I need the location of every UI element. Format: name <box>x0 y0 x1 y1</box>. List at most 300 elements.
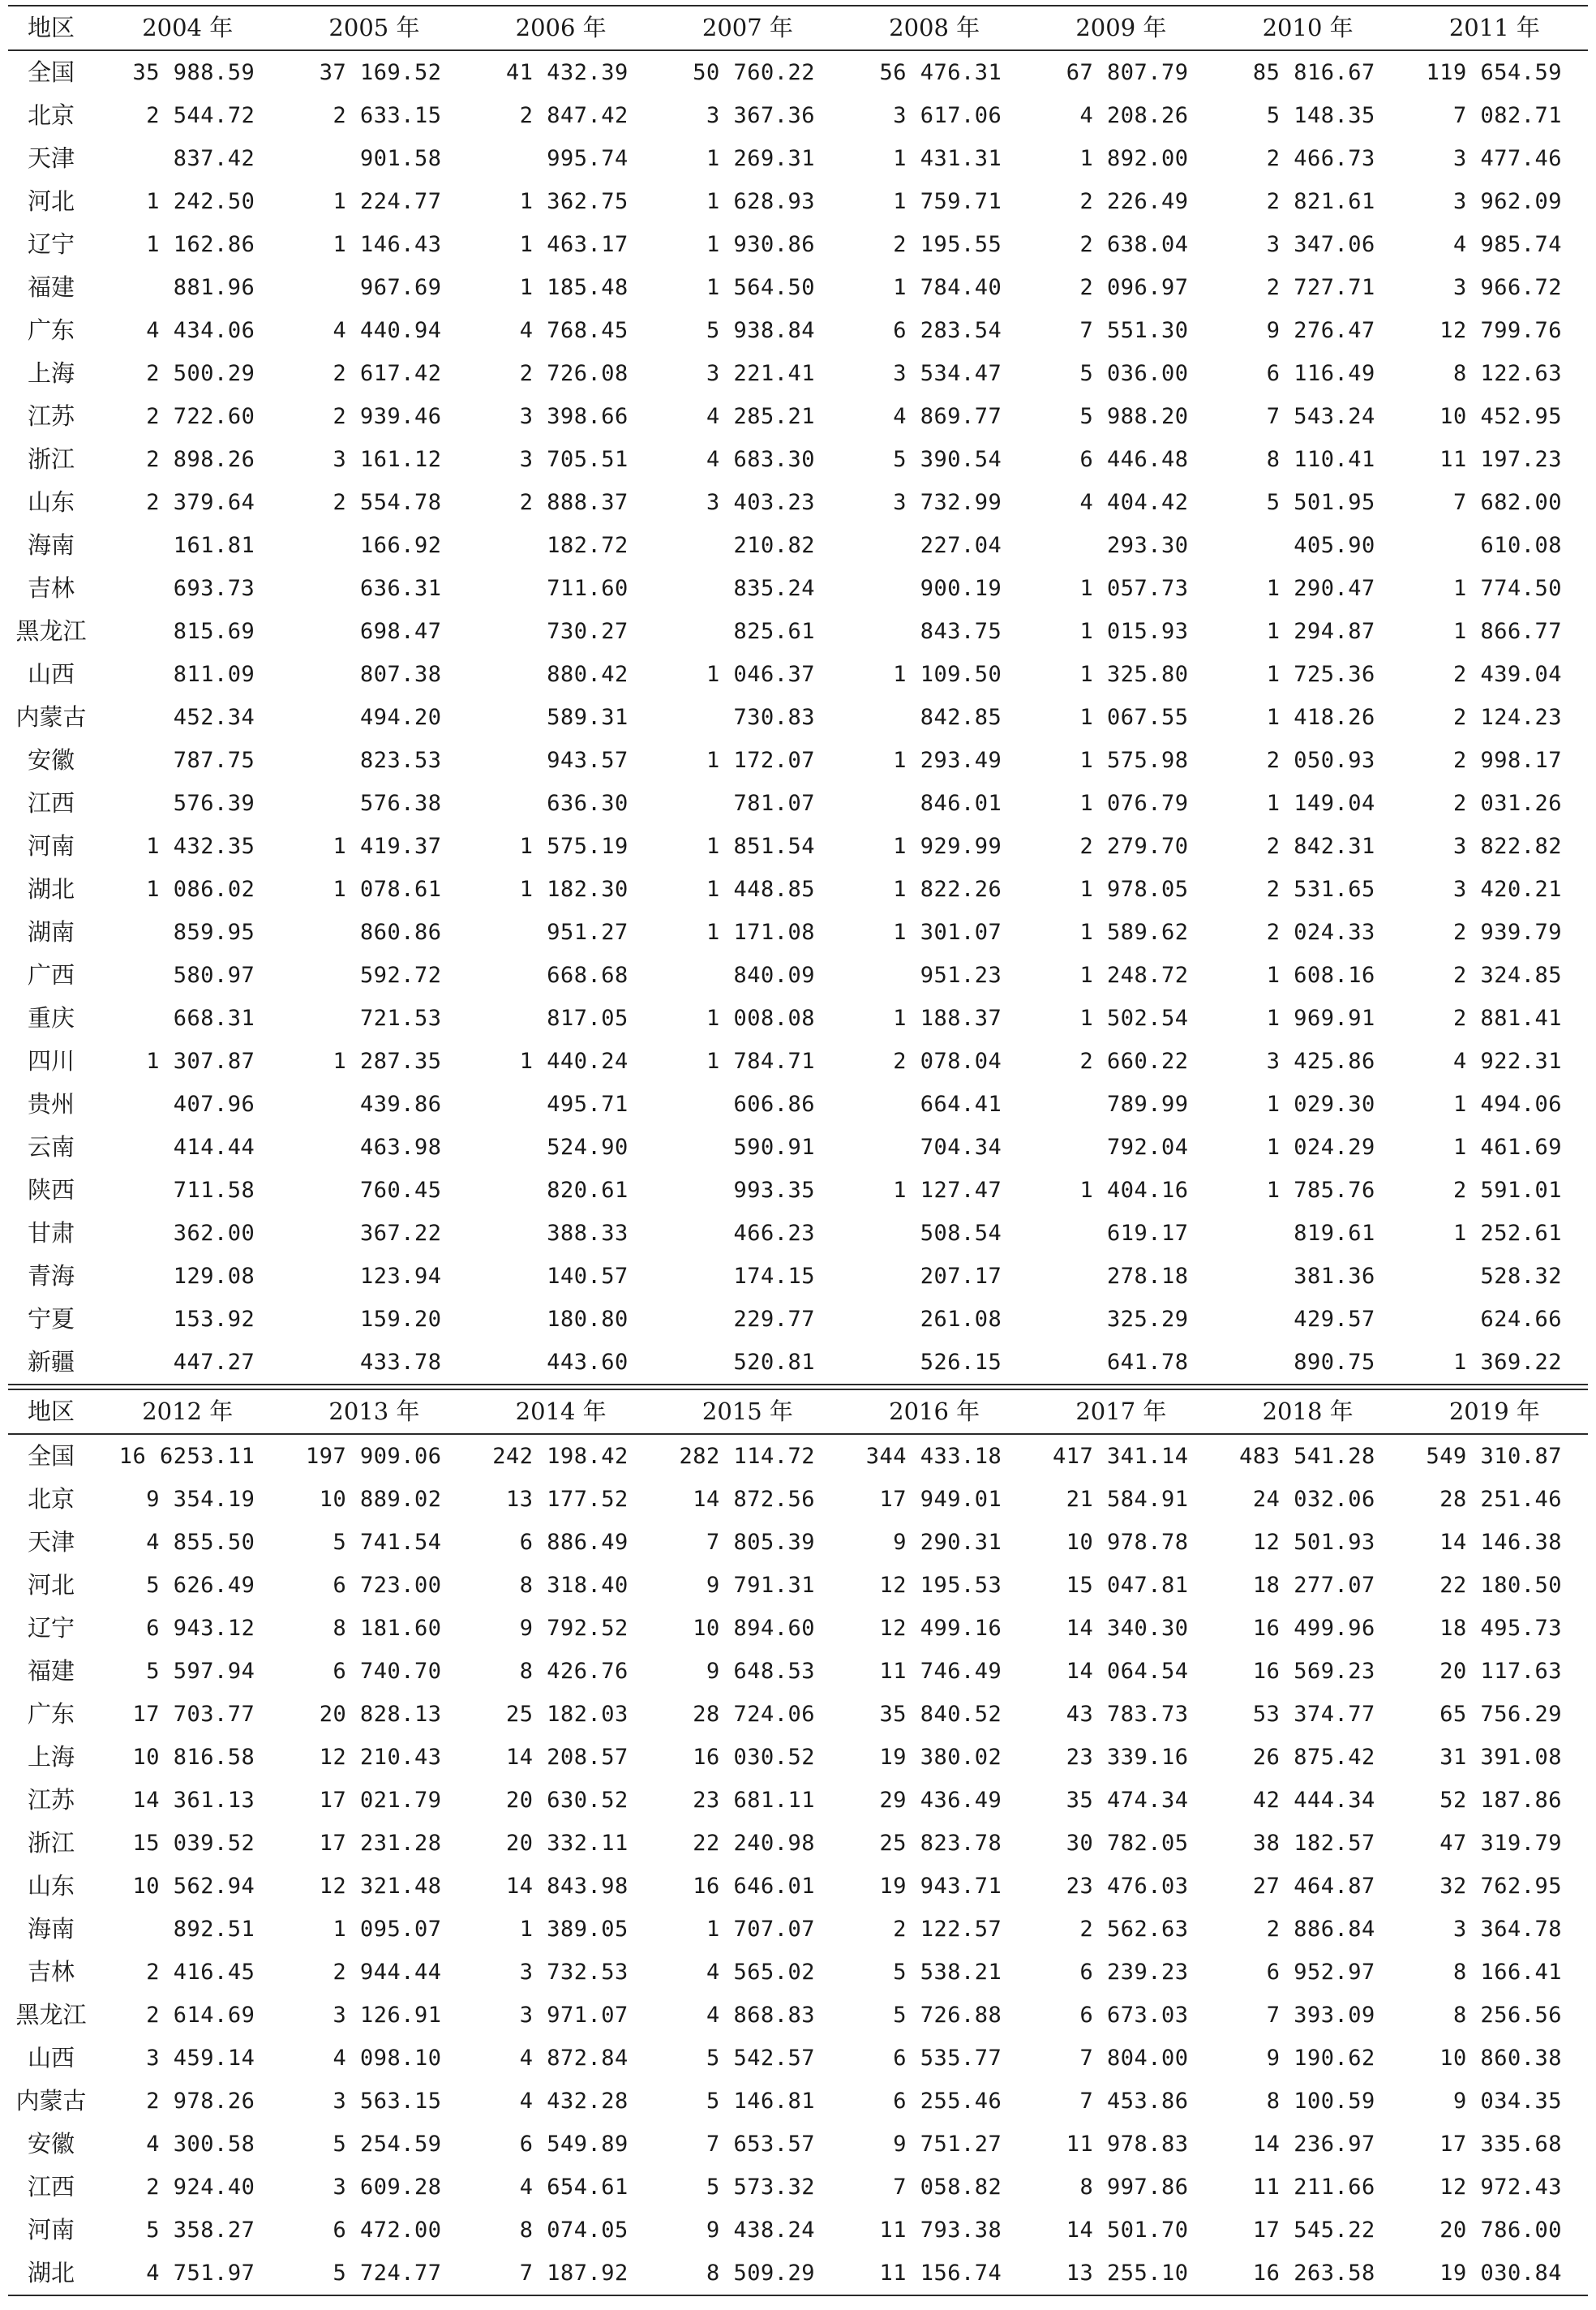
value-cell: 1 182.30 <box>519 877 629 902</box>
region-cell: 山西 <box>28 660 75 688</box>
value-cell: 8 074.05 <box>519 2218 629 2243</box>
table-row <box>8 782 1588 825</box>
value-cell: 1 822.26 <box>893 877 1002 902</box>
value-cell: 20 332.11 <box>505 1831 629 1856</box>
value-cell: 28 251.46 <box>1439 1487 1562 1512</box>
value-cell: 880.42 <box>547 662 629 687</box>
value-cell: 14 843.98 <box>505 1874 629 1899</box>
table-row <box>8 2166 1588 2209</box>
value-cell: 789.99 <box>1106 1092 1189 1117</box>
value-cell: 21 584.91 <box>1066 1487 1189 1512</box>
value-cell: 1 929.99 <box>893 834 1002 859</box>
value-cell: 589.31 <box>547 705 629 730</box>
value-cell: 592.72 <box>360 963 442 988</box>
value-cell: 3 420.21 <box>1452 877 1562 902</box>
value-cell: 30 782.05 <box>1066 1831 1189 1856</box>
year-column-header: 2007 年 <box>654 6 841 50</box>
value-cell: 2 591.01 <box>1452 1178 1562 1203</box>
value-cell: 174.15 <box>733 1264 816 1289</box>
value-cell: 119 654.59 <box>1426 60 1562 85</box>
region-cell: 广西 <box>28 961 75 989</box>
value-cell: 5 390.54 <box>893 447 1002 472</box>
year-column-header: 2010 年 <box>1215 6 1401 50</box>
value-cell: 8 509.29 <box>706 2261 816 2286</box>
value-cell: 1 930.86 <box>706 232 816 257</box>
value-cell: 1 325.80 <box>1079 662 1189 687</box>
value-cell: 610.08 <box>1480 533 1562 558</box>
value-cell: 2 924.40 <box>146 2175 255 2200</box>
value-cell: 1 608.16 <box>1266 963 1375 988</box>
value-cell: 3 347.06 <box>1266 232 1375 257</box>
value-cell: 7 682.00 <box>1452 490 1562 515</box>
value-cell: 12 499.16 <box>879 1616 1002 1641</box>
region-cell: 天津 <box>28 1528 75 1556</box>
region-cell: 辽宁 <box>28 1614 75 1642</box>
value-cell: 1 127.47 <box>893 1178 1002 1203</box>
value-cell: 4 300.58 <box>146 2132 255 2157</box>
value-cell: 711.60 <box>547 576 629 601</box>
value-cell: 3 425.86 <box>1266 1049 1375 1074</box>
value-cell: 20 828.13 <box>319 1702 442 1727</box>
value-cell: 859.95 <box>173 920 255 945</box>
value-cell: 56 476.31 <box>879 60 1002 85</box>
value-cell: 12 972.43 <box>1439 2175 1562 2200</box>
value-cell: 1 431.31 <box>893 146 1002 171</box>
value-cell: 1 095.07 <box>332 1917 442 1942</box>
value-cell: 8 122.63 <box>1452 361 1562 386</box>
value-cell: 1 628.93 <box>706 189 816 214</box>
value-cell: 843.75 <box>920 619 1002 644</box>
value-cell: 4 751.97 <box>146 2261 255 2286</box>
region-cell: 浙江 <box>28 445 75 473</box>
value-cell: 1 575.98 <box>1079 748 1189 773</box>
value-cell: 817.05 <box>547 1006 629 1031</box>
value-cell: 5 724.77 <box>332 2261 442 2286</box>
value-cell: 2 554.78 <box>332 490 442 515</box>
table-row <box>8 1341 1588 1385</box>
value-cell: 1 146.43 <box>332 232 442 257</box>
region-cell: 山西 <box>28 2044 75 2072</box>
value-cell: 6 239.23 <box>1079 1960 1189 1985</box>
value-cell: 1 287.35 <box>332 1049 442 1074</box>
region-cell: 内蒙古 <box>15 2087 87 2115</box>
value-cell: 452.34 <box>173 705 255 730</box>
value-cell: 951.23 <box>920 963 1002 988</box>
value-cell: 840.09 <box>733 963 816 988</box>
value-cell: 3 732.99 <box>893 490 1002 515</box>
value-cell: 11 746.49 <box>879 1659 1002 1684</box>
value-cell: 229.77 <box>733 1307 816 1332</box>
value-cell: 227.04 <box>920 533 1002 558</box>
data-table-2004-2011 <box>8 5 1588 1385</box>
value-cell: 1 086.02 <box>146 877 255 902</box>
value-cell: 1 419.37 <box>332 834 442 859</box>
year-column-header: 2019 年 <box>1401 1390 1588 1434</box>
value-cell: 2 416.45 <box>146 1960 255 1985</box>
value-cell: 8 318.40 <box>519 1573 629 1598</box>
value-cell: 388.33 <box>547 1221 629 1246</box>
value-cell: 28 724.06 <box>693 1702 816 1727</box>
value-cell: 6 673.03 <box>1079 2003 1189 2028</box>
value-cell: 1 188.37 <box>893 1006 1002 1031</box>
value-cell: 3 617.06 <box>893 103 1002 128</box>
value-cell: 3 962.09 <box>1452 189 1562 214</box>
region-cell: 山东 <box>28 1872 75 1900</box>
table-row <box>8 266 1588 309</box>
value-cell: 7 653.57 <box>706 2132 816 2157</box>
value-cell: 967.69 <box>360 275 442 300</box>
value-cell: 2 888.37 <box>519 490 629 515</box>
region-cell: 江西 <box>28 789 75 817</box>
value-cell: 140.57 <box>547 1264 629 1289</box>
value-cell: 4 985.74 <box>1452 232 1562 257</box>
value-cell: 993.35 <box>733 1178 816 1203</box>
table-row <box>8 825 1588 868</box>
value-cell: 23 681.11 <box>693 1788 816 1813</box>
value-cell: 846.01 <box>920 791 1002 816</box>
value-cell: 8 997.86 <box>1079 2175 1189 2200</box>
value-cell: 1 494.06 <box>1452 1092 1562 1117</box>
table-row <box>8 1865 1588 1908</box>
value-cell: 3 403.23 <box>706 490 816 515</box>
value-cell: 1 448.85 <box>706 877 816 902</box>
value-cell: 8 166.41 <box>1452 1960 1562 1985</box>
header-row <box>8 1390 1588 1434</box>
table-row <box>8 1908 1588 1951</box>
value-cell: 11 978.83 <box>1066 2132 1189 2157</box>
value-cell: 3 822.82 <box>1452 834 1562 859</box>
value-cell: 2 898.26 <box>146 447 255 472</box>
value-cell: 4 768.45 <box>519 318 629 343</box>
value-cell: 494.20 <box>360 705 442 730</box>
value-cell: 1 404.16 <box>1079 1178 1189 1203</box>
value-cell: 20 630.52 <box>505 1788 629 1813</box>
table-row <box>8 1040 1588 1083</box>
value-cell: 14 208.57 <box>505 1745 629 1770</box>
table-row <box>8 395 1588 438</box>
value-cell: 2 024.33 <box>1266 920 1375 945</box>
value-cell: 4 565.02 <box>706 1960 816 1985</box>
value-cell: 2 124.23 <box>1452 705 1562 730</box>
table-row <box>8 2080 1588 2123</box>
value-cell: 11 197.23 <box>1439 447 1562 472</box>
value-cell: 18 277.07 <box>1252 1573 1375 1598</box>
value-cell: 2 842.31 <box>1266 834 1375 859</box>
value-cell: 159.20 <box>360 1307 442 1332</box>
value-cell: 1 369.22 <box>1452 1350 1562 1375</box>
value-cell: 2 439.04 <box>1452 662 1562 687</box>
value-cell: 10 816.58 <box>132 1745 255 1770</box>
value-cell: 1 242.50 <box>146 189 255 214</box>
value-cell: 1 725.36 <box>1266 662 1375 687</box>
value-cell: 9 751.27 <box>893 2132 1002 2157</box>
region-cell: 甘肃 <box>28 1219 75 1247</box>
value-cell: 2 078.04 <box>893 1049 1002 1074</box>
value-cell: 1 076.79 <box>1079 791 1189 816</box>
document <box>8 5 1588 2296</box>
table-row <box>8 911 1588 954</box>
value-cell: 43 783.73 <box>1066 1702 1189 1727</box>
value-cell: 67 807.79 <box>1066 60 1189 85</box>
value-cell: 207.17 <box>920 1264 1002 1289</box>
year-column-header: 2015 年 <box>654 1390 841 1434</box>
value-cell: 721.53 <box>360 1006 442 1031</box>
value-cell: 27 464.87 <box>1252 1874 1375 1899</box>
value-cell: 1 057.73 <box>1079 576 1189 601</box>
value-cell: 463.98 <box>360 1135 442 1160</box>
value-cell: 3 364.78 <box>1452 1917 1562 1942</box>
value-cell: 1 185.48 <box>519 275 629 300</box>
value-cell: 3 161.12 <box>332 447 442 472</box>
value-cell: 995.74 <box>547 146 629 171</box>
table-row <box>8 481 1588 524</box>
value-cell: 1 307.87 <box>146 1049 255 1074</box>
value-cell: 698.47 <box>360 619 442 644</box>
table-row <box>8 223 1588 266</box>
value-cell: 16 6253.11 <box>118 1444 255 1469</box>
table-row <box>8 94 1588 137</box>
table-row <box>8 1521 1588 1564</box>
value-cell: 1 293.49 <box>893 748 1002 773</box>
value-cell: 1 892.00 <box>1079 146 1189 171</box>
value-cell: 1 294.87 <box>1266 619 1375 644</box>
value-cell: 8 256.56 <box>1452 2003 1562 2028</box>
value-cell: 9 791.31 <box>706 1573 816 1598</box>
year-column-header: 2012 年 <box>94 1390 281 1434</box>
region-cell: 黑龙江 <box>15 617 87 645</box>
value-cell: 636.30 <box>547 791 629 816</box>
value-cell: 31 391.08 <box>1439 1745 1562 1770</box>
region-cell: 上海 <box>28 359 75 387</box>
value-cell: 15 047.81 <box>1066 1573 1189 1598</box>
region-cell: 四川 <box>28 1047 75 1075</box>
value-cell: 730.83 <box>733 705 816 730</box>
value-cell: 32 762.95 <box>1439 1874 1562 1899</box>
value-cell: 2 998.17 <box>1452 748 1562 773</box>
value-cell: 2 660.22 <box>1079 1049 1189 1074</box>
region-cell: 广东 <box>28 316 75 344</box>
value-cell: 5 938.84 <box>706 318 816 343</box>
table-row <box>8 1650 1588 1693</box>
value-cell: 1 015.93 <box>1079 619 1189 644</box>
value-cell: 892.51 <box>173 1917 255 1942</box>
value-cell: 2 226.49 <box>1079 189 1189 214</box>
value-cell: 6 446.48 <box>1079 447 1189 472</box>
year-column-header: 2008 年 <box>841 6 1028 50</box>
value-cell: 6 886.49 <box>519 1530 629 1555</box>
region-cell: 安徽 <box>28 2130 75 2158</box>
value-cell: 1 440.24 <box>519 1049 629 1074</box>
value-cell: 1 784.71 <box>706 1049 816 1074</box>
year-column-header: 2009 年 <box>1028 6 1214 50</box>
value-cell: 1 029.30 <box>1266 1092 1375 1117</box>
value-cell: 7 453.86 <box>1079 2089 1189 2114</box>
value-cell: 8 181.60 <box>332 1616 442 1641</box>
value-cell: 823.53 <box>360 748 442 773</box>
value-cell: 2 638.04 <box>1079 232 1189 257</box>
value-cell: 53 374.77 <box>1252 1702 1375 1727</box>
value-cell: 35 988.59 <box>132 60 255 85</box>
value-cell: 85 816.67 <box>1252 60 1375 85</box>
value-cell: 7 805.39 <box>706 1530 816 1555</box>
value-cell: 5 626.49 <box>146 1573 255 1598</box>
value-cell: 2 847.42 <box>519 103 629 128</box>
value-cell: 129.08 <box>173 1264 255 1289</box>
region-cell: 新疆 <box>28 1348 75 1376</box>
value-cell: 407.96 <box>173 1092 255 1117</box>
value-cell: 3 367.36 <box>706 103 816 128</box>
value-cell: 7 058.82 <box>893 2175 1002 2200</box>
value-cell: 5 254.59 <box>332 2132 442 2157</box>
region-cell: 河南 <box>28 832 75 860</box>
value-cell: 443.60 <box>547 1350 629 1375</box>
year-column-header: 2014 年 <box>468 1390 654 1434</box>
region-cell: 辽宁 <box>28 230 75 258</box>
region-column-header: 地区 <box>8 6 94 50</box>
value-cell: 1 502.54 <box>1079 1006 1189 1031</box>
value-cell: 2 379.64 <box>146 490 255 515</box>
value-cell: 10 452.95 <box>1439 404 1562 429</box>
value-cell: 760.45 <box>360 1178 442 1203</box>
value-cell: 664.41 <box>920 1092 1002 1117</box>
value-cell: 1 362.75 <box>519 189 629 214</box>
region-cell: 河北 <box>28 1571 75 1599</box>
value-cell: 4 440.94 <box>332 318 442 343</box>
value-cell: 835.24 <box>733 576 816 601</box>
value-cell: 842.85 <box>920 705 1002 730</box>
table-row <box>8 438 1588 481</box>
value-cell: 344 433.18 <box>865 1444 1002 1469</box>
table-row <box>8 567 1588 610</box>
value-cell: 819.61 <box>1294 1221 1375 1246</box>
region-cell: 北京 <box>28 101 75 129</box>
value-cell: 580.97 <box>173 963 255 988</box>
table-row <box>8 309 1588 352</box>
value-cell: 367.22 <box>360 1221 442 1246</box>
value-cell: 5 726.88 <box>893 2003 1002 2028</box>
value-cell: 5 148.35 <box>1266 103 1375 128</box>
value-cell: 1 759.71 <box>893 189 1002 214</box>
value-cell: 6 740.70 <box>332 1659 442 1684</box>
value-cell: 4 285.21 <box>706 404 816 429</box>
value-cell: 282 114.72 <box>679 1444 816 1469</box>
value-cell: 3 398.66 <box>519 404 629 429</box>
value-cell: 3 732.53 <box>519 1960 629 1985</box>
value-cell: 29 436.49 <box>879 1788 1002 1813</box>
table-row <box>8 2252 1588 2295</box>
value-cell: 2 096.97 <box>1079 275 1189 300</box>
value-cell: 7 543.24 <box>1266 404 1375 429</box>
value-cell: 10 978.78 <box>1066 1530 1189 1555</box>
value-cell: 1 024.29 <box>1266 1135 1375 1160</box>
table-row <box>8 1126 1588 1169</box>
value-cell: 668.31 <box>173 1006 255 1031</box>
region-cell: 黑龙江 <box>15 2001 87 2029</box>
value-cell: 3 609.28 <box>332 2175 442 2200</box>
value-cell: 16 499.96 <box>1252 1616 1375 1641</box>
value-cell: 35 474.34 <box>1066 1788 1189 1813</box>
table-row <box>8 1693 1588 1736</box>
value-cell: 1 432.35 <box>146 834 255 859</box>
table-row <box>8 1169 1588 1212</box>
value-cell: 624.66 <box>1480 1307 1562 1332</box>
value-cell: 1 564.50 <box>706 275 816 300</box>
region-cell: 内蒙古 <box>15 703 87 731</box>
value-cell: 4 855.50 <box>146 1530 255 1555</box>
region-cell: 天津 <box>28 144 75 172</box>
value-cell: 47 319.79 <box>1439 1831 1562 1856</box>
value-cell: 1 252.61 <box>1452 1221 1562 1246</box>
value-cell: 9 354.19 <box>146 1487 255 1512</box>
value-cell: 4 404.42 <box>1079 490 1189 515</box>
value-cell: 16 569.23 <box>1252 1659 1375 1684</box>
value-cell: 123.94 <box>360 1264 442 1289</box>
value-cell: 1 978.05 <box>1079 877 1189 902</box>
value-cell: 10 889.02 <box>319 1487 442 1512</box>
region-cell: 河北 <box>28 187 75 215</box>
table-row <box>8 1822 1588 1865</box>
value-cell: 41 432.39 <box>505 60 629 85</box>
value-cell: 42 444.34 <box>1252 1788 1375 1813</box>
region-cell: 北京 <box>28 1485 75 1513</box>
value-cell: 811.09 <box>173 662 255 687</box>
value-cell: 5 358.27 <box>146 2218 255 2243</box>
value-cell: 9 034.35 <box>1452 2089 1562 2114</box>
value-cell: 7 551.30 <box>1079 318 1189 343</box>
value-cell: 20 117.63 <box>1439 1659 1562 1684</box>
value-cell: 4 872.84 <box>519 2046 629 2071</box>
region-cell: 陕西 <box>28 1176 75 1204</box>
value-cell: 4 922.31 <box>1452 1049 1562 1074</box>
value-cell: 4 683.30 <box>706 447 816 472</box>
value-cell: 508.54 <box>920 1221 1002 1246</box>
value-cell: 14 236.97 <box>1252 2132 1375 2157</box>
value-cell: 447.27 <box>173 1350 255 1375</box>
region-cell: 湖北 <box>28 875 75 903</box>
value-cell: 7 187.92 <box>519 2261 629 2286</box>
value-cell: 4 868.83 <box>706 2003 816 2028</box>
value-cell: 14 361.13 <box>132 1788 255 1813</box>
value-cell: 24 032.06 <box>1252 1487 1375 1512</box>
table-row <box>8 2209 1588 2252</box>
value-cell: 2 195.55 <box>893 232 1002 257</box>
table-row <box>8 1607 1588 1650</box>
value-cell: 161.81 <box>173 533 255 558</box>
value-cell: 1 418.26 <box>1266 705 1375 730</box>
value-cell: 12 501.93 <box>1252 1530 1375 1555</box>
value-cell: 23 339.16 <box>1066 1745 1189 1770</box>
value-cell: 5 542.57 <box>706 2046 816 2071</box>
value-cell: 12 799.76 <box>1439 318 1562 343</box>
value-cell: 1 149.04 <box>1266 791 1375 816</box>
value-cell: 2 617.42 <box>332 361 442 386</box>
value-cell: 182.72 <box>547 533 629 558</box>
value-cell: 65 756.29 <box>1439 1702 1562 1727</box>
value-cell: 1 461.69 <box>1452 1135 1562 1160</box>
value-cell: 6 535.77 <box>893 2046 1002 2071</box>
value-cell: 325.29 <box>1106 1307 1189 1332</box>
table-row <box>8 1434 1588 1478</box>
value-cell: 951.27 <box>547 920 629 945</box>
value-cell: 25 823.78 <box>879 1831 1002 1856</box>
value-cell: 2 726.08 <box>519 361 629 386</box>
value-cell: 1 224.77 <box>332 189 442 214</box>
value-cell: 11 211.66 <box>1252 2175 1375 2200</box>
value-cell: 520.81 <box>733 1350 816 1375</box>
value-cell: 12 210.43 <box>319 1745 442 1770</box>
value-cell: 815.69 <box>173 619 255 644</box>
value-cell: 2 881.41 <box>1452 1006 1562 1031</box>
